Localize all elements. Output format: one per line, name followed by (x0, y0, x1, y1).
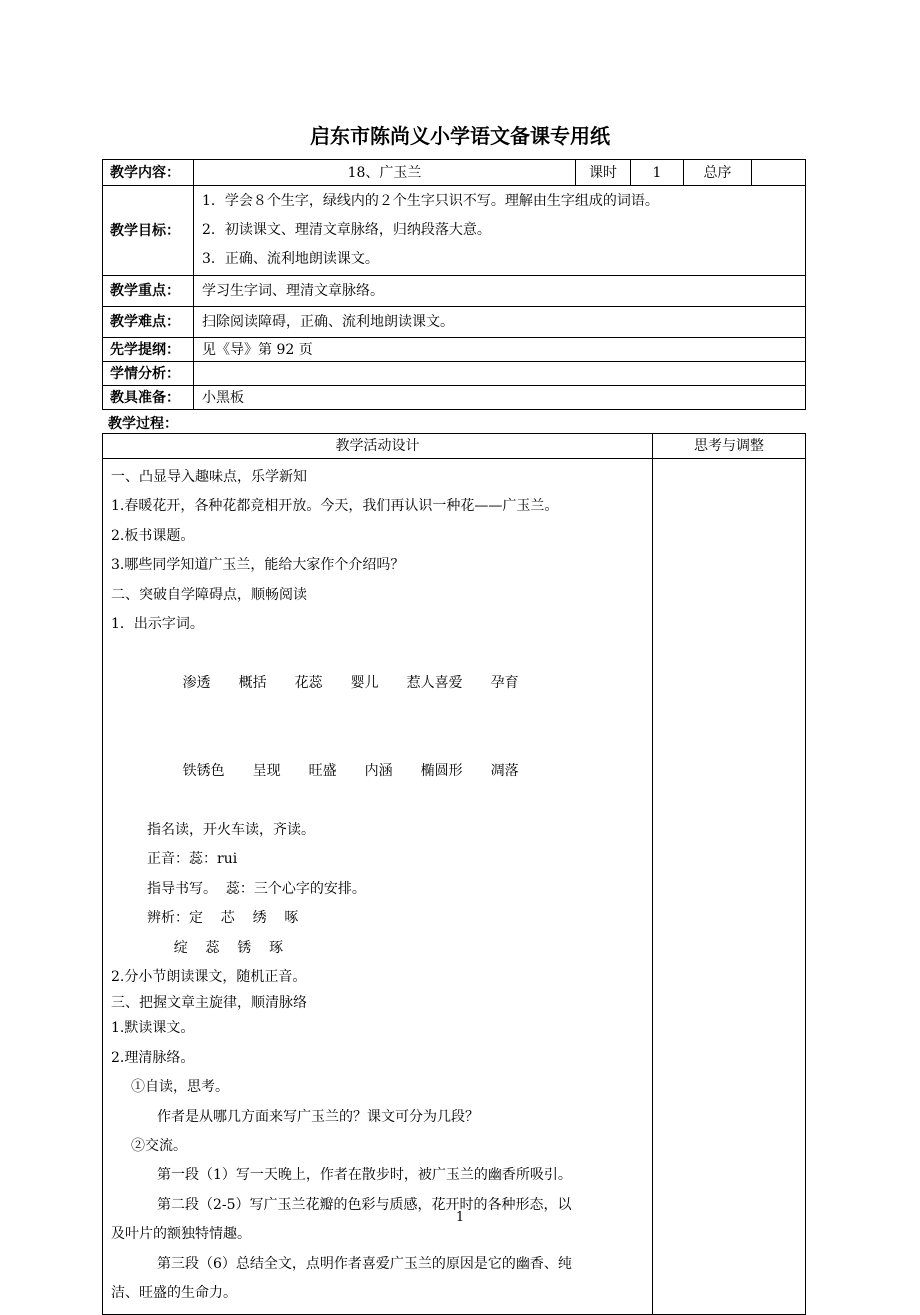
word-item: 花蕊 (294, 674, 323, 691)
word-item: 椭圆形 (420, 763, 463, 780)
reflection-column-header: 思考与调整 (653, 434, 806, 459)
activity-note: 及叶片的额独特情趣。 (111, 1226, 251, 1243)
section-title: 一、凸显导入趣味点，乐学新知 (111, 469, 307, 485)
activity-note: 指导书写。 蕊：三个心字的安排。 (147, 880, 366, 897)
difficulty-value: 扫除阅读障碍，正确、流利地朗读课文。 (194, 307, 806, 338)
activity-note: 绽 蕊 锈 琢 (147, 939, 284, 956)
section-title: 二、突破自学障碍点，顺畅阅读 (111, 586, 307, 603)
process-table (102, 433, 806, 1315)
difficulty-label: 教学难点： (103, 307, 194, 338)
goal-item: 2．初读课文、理清文章脉络，归纳段落大意。 (202, 222, 491, 238)
activity-step: 3.哪些同学知道广玉兰，能给大家作个介绍吗？ (111, 557, 405, 574)
goals-row (103, 186, 806, 276)
content-value: 18、广玉兰 (194, 160, 576, 186)
activity-note: ②交流。 (131, 1137, 187, 1154)
activity-step: 2.板书课题。 (111, 527, 195, 544)
content-label: 教学内容： (103, 160, 194, 186)
outline-value: 见《导》第 92 页 (194, 338, 806, 362)
goal-item: 1．学会８个生字，绿线内的２个生字只识不写。理解由生字组成的词语。 (202, 193, 659, 209)
analysis-label: 学情分析： (103, 362, 194, 386)
focus-label: 教学重点： (103, 276, 194, 307)
page-number: 1 (455, 1210, 465, 1225)
activity-note: 正音：蕊：rui (147, 851, 238, 868)
activity-note: 作者是从哪几方面来写广玉兰的？课文可分为几段？ (157, 1108, 479, 1125)
activity-step: 2.分小节朗读课文，随机正音。 (111, 968, 307, 985)
word-item: 孕育 (490, 674, 519, 691)
tools-label: 教具准备： (103, 386, 194, 410)
activity-step: 2.理清脉络。 (111, 1049, 195, 1066)
activity-step: 1.默读课文。 (111, 1020, 195, 1037)
word-list (111, 639, 652, 727)
activity-step: 1.春暖花开，各种花都竞相开放。今天，我们再认识一种花——广玉兰。 (111, 498, 559, 515)
word-item: 呈现 (252, 763, 281, 780)
period-value: 1 (631, 160, 684, 186)
word-item: 概括 (238, 674, 267, 691)
order-label: 总序 (684, 160, 752, 186)
content-row (103, 160, 806, 186)
goal-item: 3．正确、流利地朗读课文。 (202, 251, 379, 267)
activity-note: 第三段（6）总结全文，点明作者喜爱广玉兰的原因是它的幽香、纯 (157, 1255, 572, 1272)
word-item: 渗透 (182, 674, 211, 691)
word-item: 婴儿 (350, 674, 379, 691)
word-item: 凋落 (490, 763, 519, 780)
activity-note: ①自读，思考。 (131, 1079, 229, 1096)
order-value (752, 160, 806, 186)
focus-value: 学习生字词、理清文章脉络。 (194, 276, 806, 307)
word-item: 惹人喜爱 (406, 674, 463, 691)
tools-value: 小黑板 (194, 386, 806, 410)
difficulty-row (103, 307, 806, 338)
activity-step: 1．出示字词。 (111, 616, 204, 633)
process-label: 教学过程： (108, 416, 178, 432)
outline-label: 先学提纲： (103, 338, 194, 362)
section-title: 三、把握文章主旋律，顺清脉络 (111, 995, 307, 1012)
focus-row (103, 276, 806, 307)
activity-note: 第一段（1）写一天晚上，作者在散步时，被广玉兰的幽香所吸引。 (157, 1167, 572, 1184)
activity-note: 指名读，开火车读，齐读。 (147, 821, 315, 838)
activity-column-header: 教学活动设计 (103, 434, 653, 459)
process-header-row (103, 434, 806, 459)
tools-row (103, 386, 806, 410)
analysis-value (194, 362, 806, 386)
goals-label: 教学目标： (103, 186, 194, 276)
outline-row (103, 338, 806, 362)
process-body-row (103, 459, 806, 1315)
goals-list (194, 186, 806, 276)
period-label: 课时 (576, 160, 631, 186)
word-item: 内涵 (364, 763, 393, 780)
analysis-row (103, 362, 806, 386)
word-item: 铁锈色 (182, 763, 225, 780)
activity-note: 辨析：定 芯 绣 啄 (147, 910, 299, 927)
reflection-cell (653, 459, 806, 1315)
page-title: 启东市陈尚义小学语文备课专用纸 (310, 124, 610, 148)
activity-cell (103, 459, 653, 1315)
word-list (111, 728, 652, 816)
activity-note: 洁、旺盛的生命力。 (111, 1284, 237, 1301)
lesson-info-table (102, 159, 806, 410)
word-item: 旺盛 (308, 763, 337, 780)
activity-note: 第二段（2-5）写广玉兰花瓣的色彩与质感，花开时的各种形态，以 (157, 1196, 572, 1213)
